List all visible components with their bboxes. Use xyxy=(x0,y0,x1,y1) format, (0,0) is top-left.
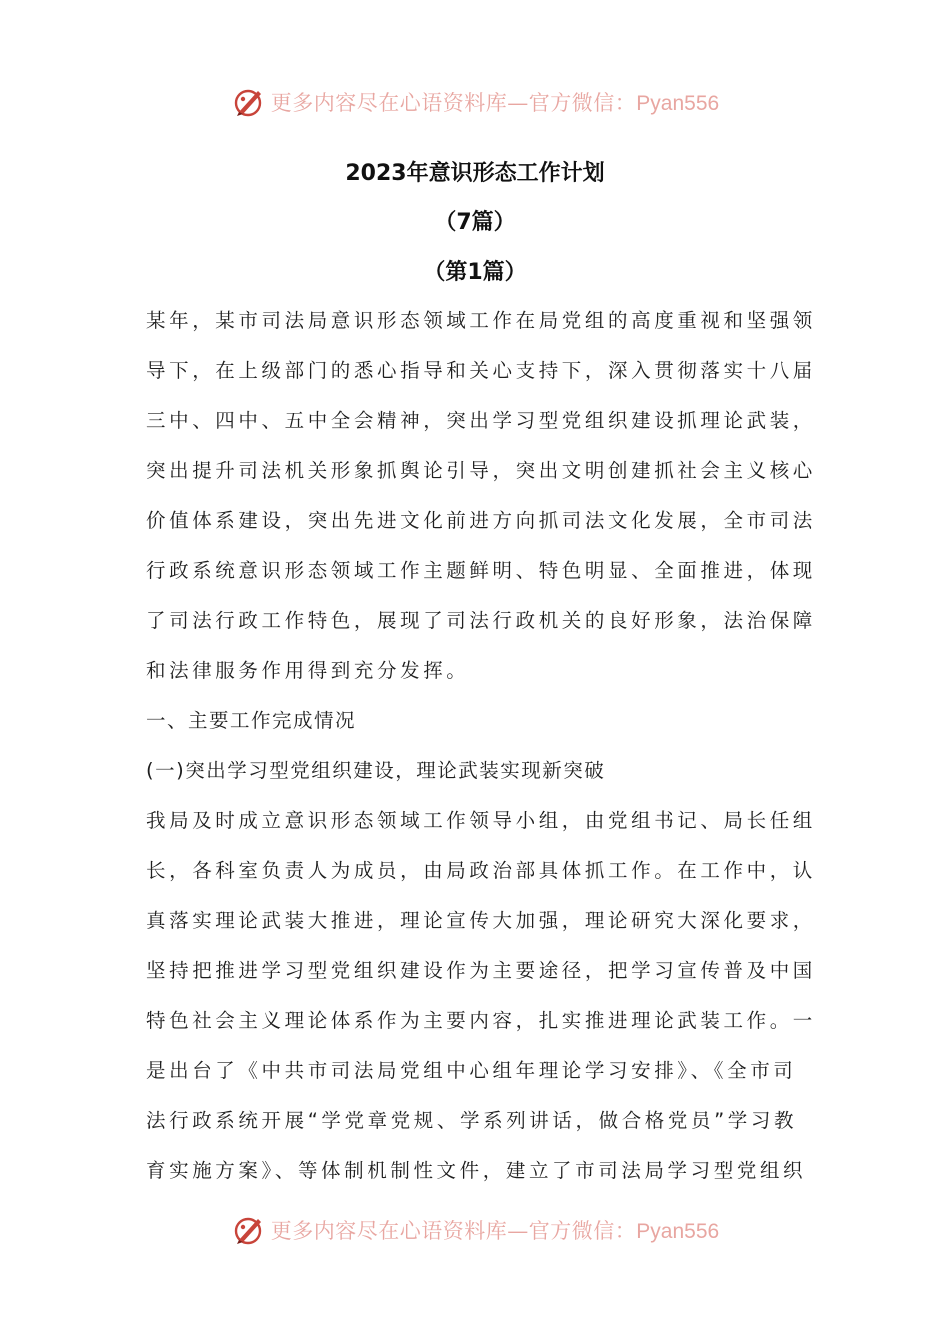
body-line: 价值体系建设，突出先进文化前进方向抓司法文化发展，全市司法 xyxy=(146,509,816,532)
pen-circle-logo-icon xyxy=(231,85,265,119)
body-line: 坚持把推进学习型党组织建设作为主要途径，把学习宣传普及中国 xyxy=(146,959,816,982)
body-line: 育实施方案》、等体制机制性文件，建立了市司法局学习型党组织 xyxy=(146,1159,807,1182)
body-line: 我局及时成立意识形态领域工作领导小组，由党组书记、局长任组 xyxy=(146,809,816,832)
body-line: 突出提升司法机关形象抓舆论引导，突出文明创建抓社会主义核心 xyxy=(146,459,816,482)
section-heading: 一、主要工作完成情况 xyxy=(146,709,357,732)
body-line: 法行政系统开展“学党章党规、学系列讲话，做合格党员”学习教 xyxy=(146,1109,798,1132)
document-part-label: （第1篇） xyxy=(423,260,527,285)
document-body xyxy=(146,304,816,1204)
body-line: 了司法行政工作特色，展现了司法行政机关的良好形象，法治保障 xyxy=(146,609,816,632)
body-line: 和法律服务作用得到充分发挥。 xyxy=(146,659,470,682)
watermark-footer xyxy=(0,1210,950,1250)
document-title: 2023年意识形态工作计划 xyxy=(345,161,605,186)
body-line: 导下，在上级部门的悉心指导和关心支持下，深入贯彻落实十八届 xyxy=(146,359,816,382)
subsection-heading: (一)突出学习型党组织建设，理论武装实现新突破 xyxy=(146,759,606,782)
body-line: 长，各科室负责人为成员，由局政治部具体抓工作。在工作中，认 xyxy=(146,859,816,882)
watermark-text: 更多内容尽在心语资料库—官方微信：Pyan556 xyxy=(270,91,720,115)
pen-circle-logo-icon xyxy=(231,1213,265,1247)
body-line: 是出台了《中共市司法局党组中心组年理论学习安排》、《全市司 xyxy=(146,1059,797,1082)
watermark-text: 更多内容尽在心语资料库—官方微信：Pyan556 xyxy=(270,1219,720,1243)
body-line: 三中、四中、五中全会精神，突出学习型党组织建设抓理论武装， xyxy=(146,409,816,432)
body-line: 真落实理论武装大推进，理论宣传大加强，理论研究大深化要求， xyxy=(146,909,816,932)
watermark-header xyxy=(0,82,950,122)
watermark-wechat-id: Pyan556 xyxy=(636,92,720,115)
body-line: 特色社会主义理论体系作为主要内容，扎实推进理论武装工作。一 xyxy=(146,1009,816,1032)
body-line: 行政系统意识形态领域工作主题鲜明、特色明显、全面推进，体现 xyxy=(146,559,816,582)
document-subtitle: （7篇） xyxy=(434,210,516,235)
watermark-wechat-id: Pyan556 xyxy=(636,1220,720,1243)
body-line: 某年，某市司法局意识形态领域工作在局党组的高度重视和坚强领 xyxy=(146,309,816,332)
